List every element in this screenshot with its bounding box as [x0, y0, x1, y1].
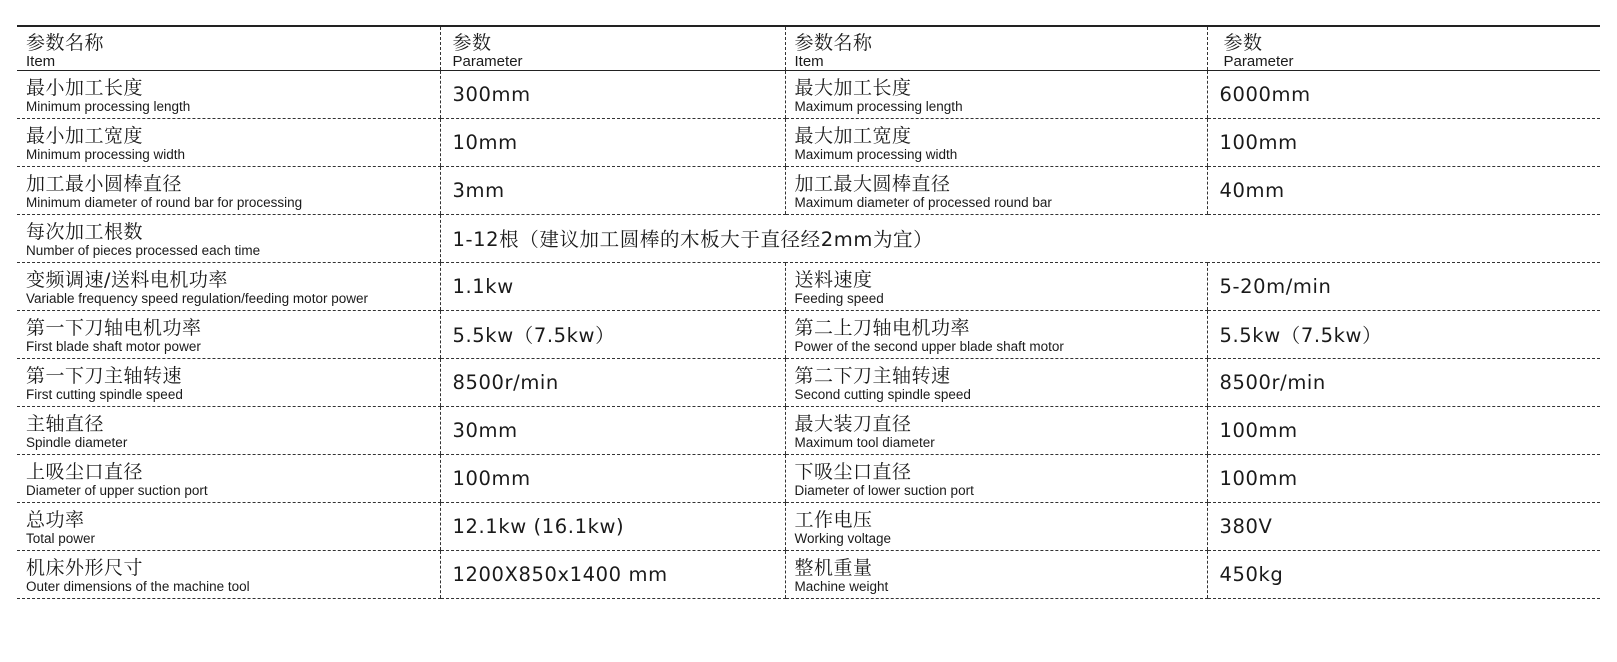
param-name-en: Outer dimensions of the machine tool [26, 578, 250, 594]
param-name-cell [785, 550, 1207, 598]
param-value: 100mm [1207, 118, 1600, 166]
param-name-cell [785, 406, 1207, 454]
param-name-en: Machine weight [794, 578, 889, 594]
param-name-cell [17, 454, 440, 502]
table-row [17, 214, 1600, 262]
param-name-zh: 主轴直径 [26, 412, 105, 435]
param-name-zh: 上吸尘口直径 [26, 460, 144, 483]
param-name-en: Maximum processing width [794, 146, 958, 162]
param-name-en: Diameter of lower suction port [794, 482, 974, 498]
param-name-cell [785, 502, 1207, 550]
param-name-cell [785, 262, 1207, 310]
header-param-left [440, 26, 785, 70]
param-name-cell [17, 262, 440, 310]
param-value: 5.5kw（7.5kw） [440, 310, 785, 358]
param-name-zh: 加工最大圆棒直径 [794, 172, 951, 195]
param-name-cell [17, 358, 440, 406]
param-name-cell [17, 310, 440, 358]
param-name-en: Diameter of upper suction port [26, 482, 208, 498]
param-value: 100mm [1207, 454, 1600, 502]
header-item-en: Item [794, 52, 824, 70]
param-name-zh: 第二上刀轴电机功率 [794, 316, 971, 339]
header-param-right [1207, 26, 1600, 70]
param-name-zh: 最小加工长度 [26, 76, 144, 99]
param-name-en: Maximum diameter of processed round bar [794, 194, 1052, 210]
header-item-zh: 参数名称 [26, 31, 105, 54]
header-param-en: Parameter [452, 52, 523, 70]
table-row [17, 166, 1600, 214]
param-name-en: Minimum diameter of round bar for processing [26, 194, 303, 210]
param-name-zh: 变频调速/送料电机功率 [26, 268, 228, 291]
table-row [17, 358, 1600, 406]
param-value: 12.1kw (16.1kw) [440, 502, 785, 550]
param-name-cell [785, 70, 1207, 118]
param-name-en: First cutting spindle speed [26, 386, 183, 402]
header-item-right [785, 26, 1207, 70]
table-row [17, 310, 1600, 358]
param-name-zh: 第一下刀轴电机功率 [26, 316, 202, 339]
param-name-cell [17, 118, 440, 166]
param-name-zh: 送料速度 [794, 268, 873, 291]
param-name-en: Power of the second upper blade shaft motor [794, 338, 1064, 354]
param-name-en: Maximum tool diameter [794, 434, 935, 450]
param-name-cell [785, 118, 1207, 166]
param-name-cell [17, 550, 440, 598]
param-value: 100mm [1207, 406, 1600, 454]
param-value: 8500r/min [440, 358, 785, 406]
table-row [17, 70, 1600, 118]
param-name-en: Minimum processing length [26, 98, 191, 114]
param-name-en: Total power [26, 530, 96, 546]
param-value: 5-20m/min [1207, 262, 1600, 310]
param-name-zh: 工作电压 [794, 508, 873, 531]
param-name-zh: 第二下刀主轴转速 [794, 364, 951, 387]
param-value: 1.1kw [440, 262, 785, 310]
param-name-en: Number of pieces processed each time [26, 242, 261, 258]
header-item-zh: 参数名称 [794, 31, 873, 54]
param-name-zh: 加工最小圆棒直径 [26, 172, 183, 195]
param-name-cell [17, 502, 440, 550]
param-value: 30mm [440, 406, 785, 454]
param-value: 40mm [1207, 166, 1600, 214]
param-value: 1200X850x1400 mm [440, 550, 785, 598]
param-name-cell [785, 166, 1207, 214]
param-name-en: Variable frequency speed regulation/feeding motor power [26, 290, 368, 306]
table-row [17, 118, 1600, 166]
param-name-zh: 机床外形尺寸 [26, 556, 144, 579]
param-name-zh: 最大加工长度 [794, 76, 912, 99]
param-value: 5.5kw（7.5kw） [1207, 310, 1600, 358]
header-param-zh: 参数 [1223, 31, 1263, 54]
param-name-en: Minimum processing width [26, 146, 186, 162]
param-name-cell [17, 406, 440, 454]
param-name-zh: 下吸尘口直径 [794, 460, 912, 483]
table-row [17, 262, 1600, 310]
param-value: 10mm [440, 118, 785, 166]
param-value: 380V [1207, 502, 1600, 550]
header-item-left [17, 26, 440, 70]
header-param-zh: 参数 [452, 31, 492, 54]
param-name-cell [785, 454, 1207, 502]
param-name-cell [17, 70, 440, 118]
table-row [17, 454, 1600, 502]
spec-table [17, 25, 1600, 599]
param-name-en: Feeding speed [794, 290, 884, 306]
param-value: 450kg [1207, 550, 1600, 598]
param-value: 6000mm [1207, 70, 1600, 118]
table-row [17, 550, 1600, 598]
param-name-cell [785, 358, 1207, 406]
param-name-zh: 每次加工根数 [26, 220, 144, 243]
param-name-en: Working voltage [794, 530, 892, 546]
param-value: 3mm [440, 166, 785, 214]
param-name-zh: 最大加工宽度 [794, 124, 912, 147]
param-value: 100mm [440, 454, 785, 502]
param-name-cell [785, 310, 1207, 358]
param-name-en: Maximum processing length [794, 98, 963, 114]
param-name-en: First blade shaft motor power [26, 338, 201, 354]
header-item-en: Item [26, 52, 56, 70]
table-row [17, 406, 1600, 454]
header-row [17, 26, 1600, 70]
param-name-cell [17, 214, 440, 262]
spec-body [17, 70, 1600, 598]
header-param-en: Parameter [1223, 52, 1294, 70]
param-name-zh: 整机重量 [794, 556, 873, 579]
param-name-zh: 最大装刀直径 [794, 412, 912, 435]
table-row [17, 502, 1600, 550]
param-name-zh: 第一下刀主轴转速 [26, 364, 183, 387]
param-name-zh: 最小加工宽度 [26, 124, 144, 147]
param-name-en: Spindle diameter [26, 434, 128, 450]
param-value: 1-12根（建议加工圆棒的木板大于直径经2mm为宜） [440, 214, 1600, 262]
param-name-cell [17, 166, 440, 214]
param-name-en: Second cutting spindle speed [794, 386, 971, 402]
param-name-zh: 总功率 [26, 508, 85, 531]
param-value: 8500r/min [1207, 358, 1600, 406]
param-value: 300mm [440, 70, 785, 118]
